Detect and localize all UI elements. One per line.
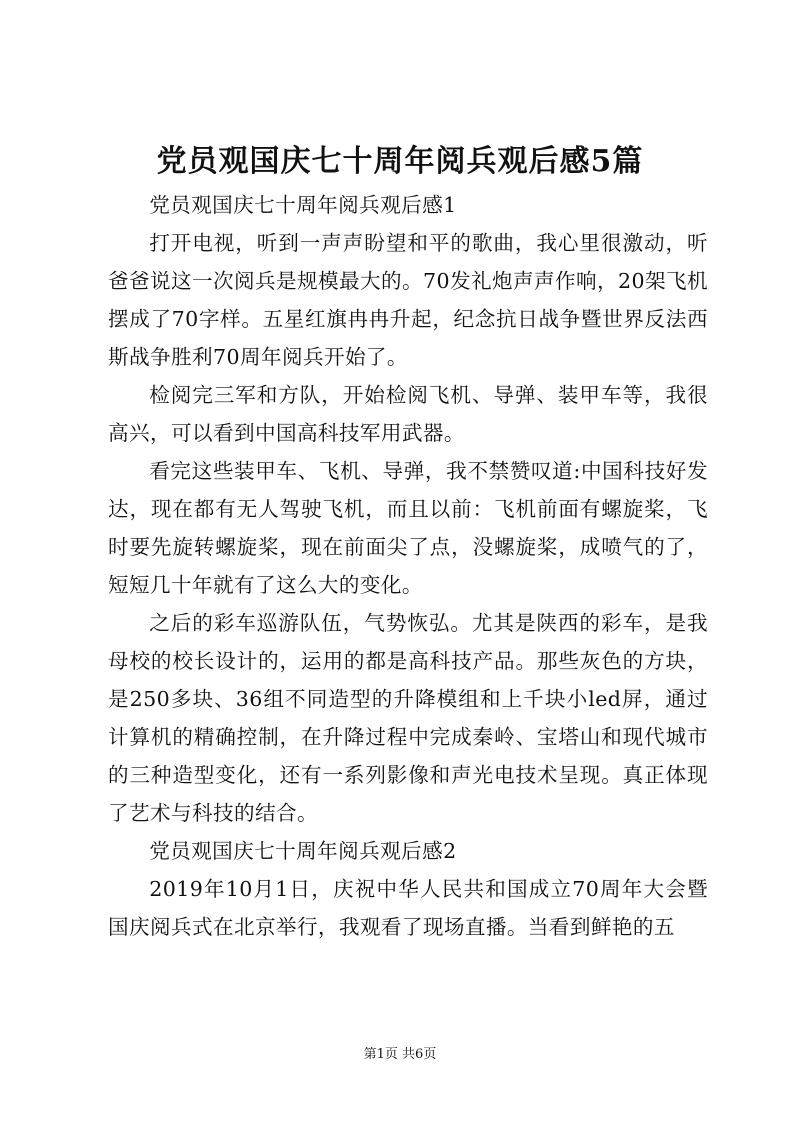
paragraph: 之后的彩车巡游队伍，气势恢弘。尤其是陕西的彩车，是我母校的校长设计的，运用的都是高科技产品。那些灰色的方块，是250多块、36组不同造型的升降模组和上千块小led屏，通过计算机的精确控制，在升降过程中完成秦岭、宝塔山和现代城市的三种造型变化，还有一系列影像和声光电技术呈现。真正体现了艺术与科技的结合。 xyxy=(108,611,708,825)
document-body xyxy=(108,186,708,946)
paragraph: 看完这些装甲车、飞机、导弹，我不禁赞叹道:中国科技好发达，现在都有无人驾驶飞机，而且以前：飞机前面有螺旋桨，飞时要先旋转螺旋桨，现在前面尖了点，没螺旋桨，成喷气的了，短短几十年就有了这么大的变化。 xyxy=(108,459,708,597)
paragraph: 2019年10月1日，庆祝中华人民共和国成立70周年大会暨国庆阅兵式在北京举行，我观看了现场直播。当看到鲜艳的五 xyxy=(108,877,708,939)
section-heading-2: 党员观国庆七十周年阅兵观后感2 xyxy=(149,839,457,863)
paragraph: 检阅完三军和方队，开始检阅飞机、导弹、装甲车等，我很高兴，可以看到中国高科技军用武器。 xyxy=(108,383,708,445)
page-number-footer: 第1页 共6页 xyxy=(363,1047,437,1062)
section-heading-1: 党员观国庆七十周年阅兵观后感1 xyxy=(149,193,457,217)
paragraph: 打开电视，听到一声声盼望和平的歌曲，我心里很激动，听爸爸说这一次阅兵是规模最大的。70发礼炮声声作响，20架飞机摆成了70字样。五星红旗冉冉升起，纪念抗日战争暨世界反法西斯战争胜利70周年阅兵开始了。 xyxy=(108,231,708,369)
document-title: 党员观国庆七十周年阅兵观后感5篇 xyxy=(156,144,644,179)
